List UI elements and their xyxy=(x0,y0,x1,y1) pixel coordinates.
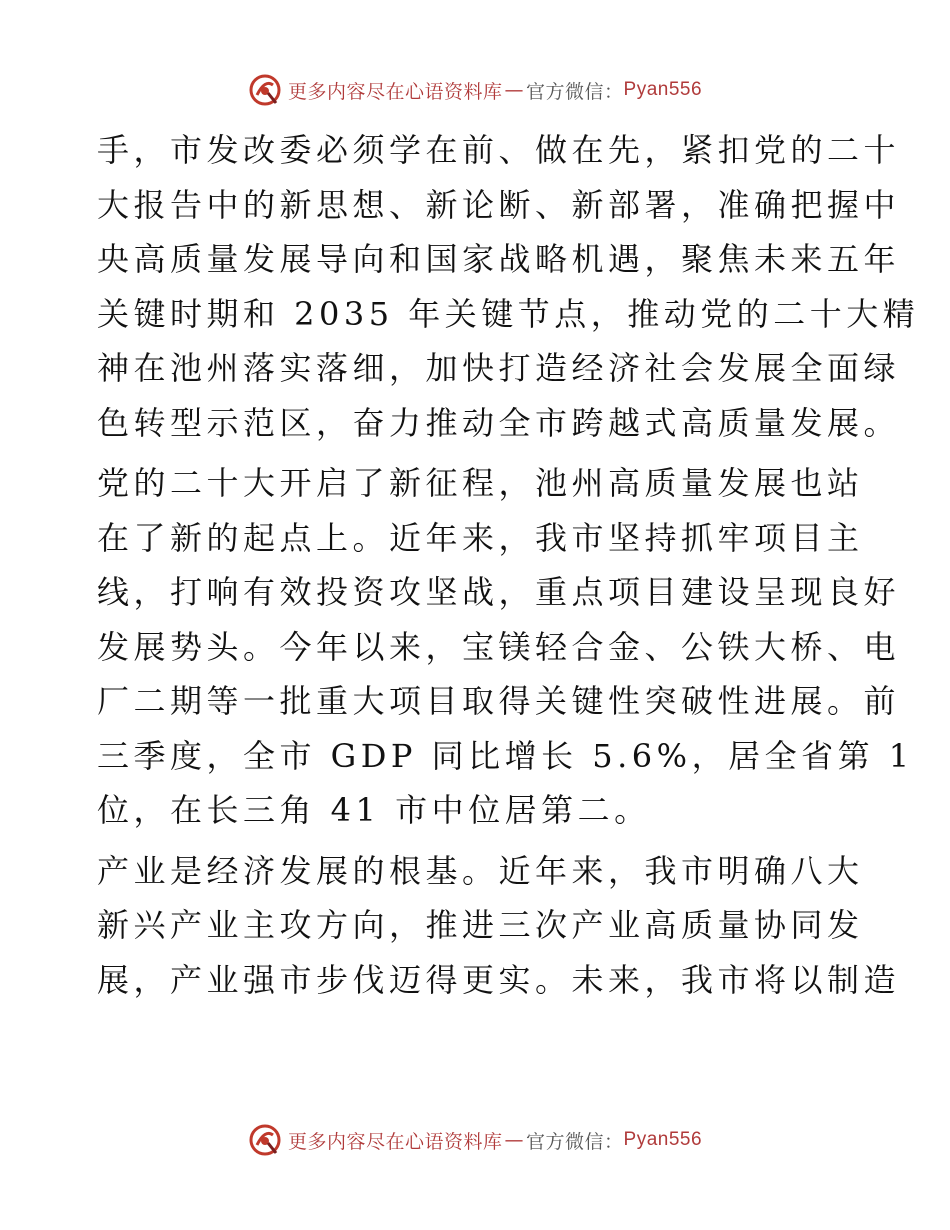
text-line: 厂二期等一批重大项目取得关键性突破性进展。前 xyxy=(97,682,901,720)
text-line: 线，打响有效投资攻坚战，重点项目建设呈现良好 xyxy=(97,573,901,611)
text-line: 关键时期和 2035 年关键节点，推动党的二十大精 xyxy=(97,294,920,333)
text-line: 神在池州落实落细，加快打造经济社会发展全面绿 xyxy=(97,349,901,387)
logo-icon xyxy=(248,1123,282,1157)
text-line: 在了新的起点上。近年来，我市坚持抓牢项目主 xyxy=(97,518,864,557)
text-line: 党的二十大开启了新征程，池州高质量发展也站 xyxy=(97,464,864,502)
watermark-colon: ： xyxy=(604,80,624,103)
text-line: 色转型示范区，奋力推动全市跨越式高质量发展。 xyxy=(97,403,901,442)
paragraph-2 xyxy=(97,456,914,838)
watermark-header xyxy=(0,68,950,112)
watermark-wechat-id: Pyan556 xyxy=(623,79,703,100)
document-body xyxy=(97,123,920,1007)
text-line: 新兴产业主攻方向，推进三次产业高质量协同发 xyxy=(97,906,864,944)
watermark-footer xyxy=(0,1118,950,1162)
watermark-main-text: 更多内容尽在心语资料库 xyxy=(287,80,503,103)
watermark-wechat-id: Pyan556 xyxy=(623,1129,703,1150)
text-line: 大报告中的新思想、新论断、新部署，准确把握中 xyxy=(97,185,901,224)
watermark-label: 官方微信 xyxy=(525,1130,604,1153)
logo-icon xyxy=(248,73,282,107)
text-line: 展，产业强市步伐迈得更实。未来，我市将以制造 xyxy=(97,960,901,999)
text-line: 发展势头。今年以来，宝镁轻合金、公铁大桥、电 xyxy=(97,627,901,666)
watermark-label: 官方微信 xyxy=(525,80,604,103)
text-line: 三季度，全市 GDP 同比增长 5.6%，居全省第 1 xyxy=(97,736,914,775)
watermark-colon: ： xyxy=(604,1130,624,1153)
text-line: 手，市发改委必须学在前、做在先，紧扣党的二十 xyxy=(97,131,901,169)
paragraph-3 xyxy=(97,844,901,1008)
text-line: 位，在长三角 41 市中位居第二。 xyxy=(97,791,651,829)
text-line: 央高质量发展导向和国家战略机遇，聚焦未来五年 xyxy=(97,240,901,278)
watermark-separator: — xyxy=(504,1129,524,1151)
paragraph-1 xyxy=(97,123,920,450)
watermark-main-text: 更多内容尽在心语资料库 xyxy=(287,1130,503,1153)
text-line: 产业是经济发展的根基。近年来，我市明确八大 xyxy=(97,851,864,890)
watermark-separator: — xyxy=(504,79,524,101)
